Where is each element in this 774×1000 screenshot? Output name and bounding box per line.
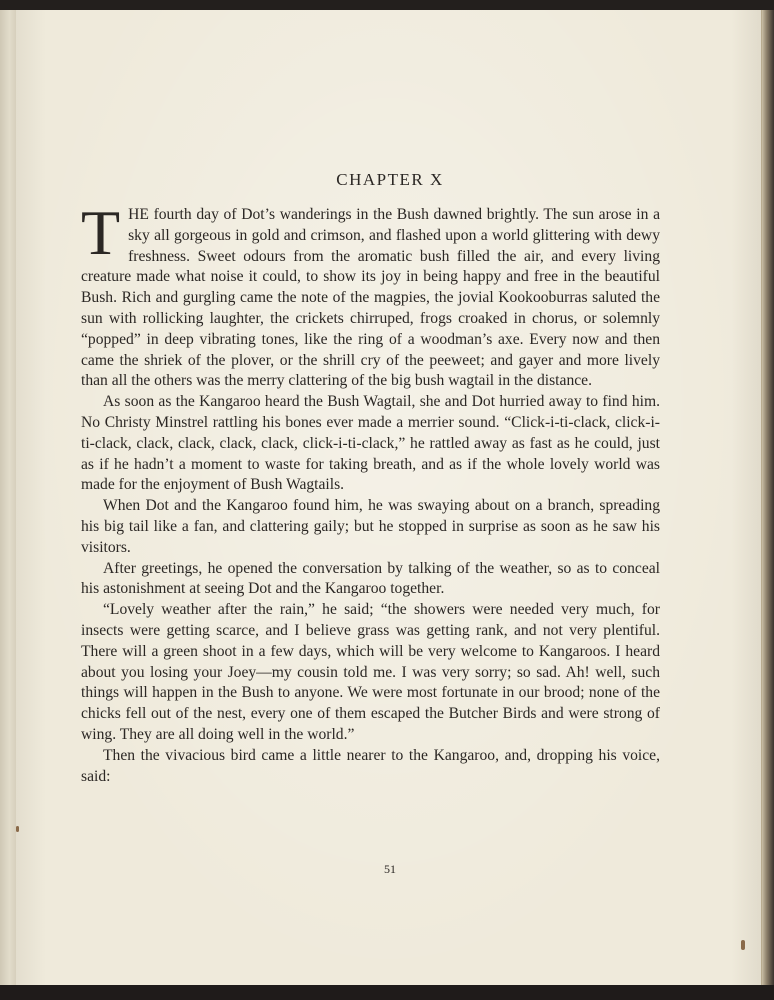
book-spine — [0, 10, 17, 988]
paper-speck — [741, 940, 745, 950]
paragraph-4: After greetings, he opened the conversation by talking of the weather, so as to conceal his astonishment at seeing Dot and the Kangaroo together. — [81, 559, 660, 598]
paragraph-1-text: HE fourth day of Dot’s wanderings in the Bush dawned brightly. The sun arose in a sky all gorgeous in gold and crimson, and flashed upon a world glittering with dewy freshness. Sweet odours from the aromatic bush filled the air, and every living creature made what noise it could, to show its joy in being happy and free in the beautiful Bush. Rich and gurgling came the note of the magpies, the jovial Kookooburras saluted the sun with rollicking laughter, the crickets chirruped, frogs croaked in chorus, or solemnly “popped” in deep vibrating tones, like the ring of a woodman’s axe. Every now and then came the shriek of the plover, or the shrill cry of the peeweet; and gayer and more lively than all the others was the merry clattering of the big bush wagtail in the distance. — [81, 206, 660, 390]
paragraph-5: “Lovely weather after the rain,” he said; “the showers were needed very much, for insects were getting scarce, and I believe grass was getting rank, and not very plentiful. There will a green shoot in a few days, which will be very welcome to Kangaroos. I heard about you losing your Joey—my cousin told me. I was very sorry; so sad. Ah! well, such things will happen in the Bush to anyone. We were most fortunate in our brood; none of the chicks fell out of the nest, every one of them escaped the Butcher Birds and were strong of wing. They are all doing well in the world.” — [81, 601, 660, 743]
drop-cap: T — [81, 197, 121, 268]
paragraph-6: Then the vivacious bird came a little nearer to the Kangaroo, and, dropping his voice, said: — [81, 746, 660, 785]
page-number: 51 — [384, 862, 396, 876]
chapter-title: CHAPTER X — [336, 170, 444, 189]
paper-speck — [16, 826, 19, 832]
paragraph-2: As soon as the Kangaroo heard the Bush Wagtail, she and Dot hurried away to find him. No Christy Minstrel rattling his bones ever made a merrier sound. “Click-i-ti-clack, click-i-ti-clack, clack, clack, clack, clack, click-i-ti-clack,” he rattled away as fast as he could, just as if he hadn’t a moment to waste for taking breath, and as if the whole lovely world was made for the enjoyment of Bush Wagtails. — [81, 393, 660, 494]
paragraph-3: When Dot and the Kangaroo found him, he was swaying about on a branch, spreading his big tail like a fan, and clattering gaily; but he stopped in surprise as soon as he saw his visitors. — [81, 497, 660, 556]
paragraph-1 — [81, 197, 660, 392]
body-text — [81, 197, 660, 787]
scan-edge-top — [0, 0, 774, 10]
scan-edge-bottom — [0, 985, 774, 1000]
page-edge-right — [762, 10, 774, 988]
